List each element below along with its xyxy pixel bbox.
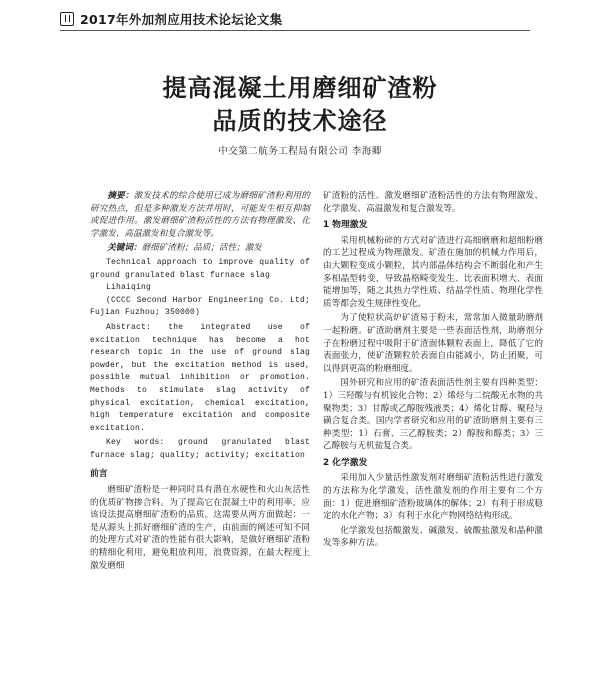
keywords-label: 关键词： — [107, 243, 142, 254]
right-column — [323, 190, 543, 550]
running-header — [60, 10, 282, 28]
article-title — [0, 72, 600, 138]
keywords-text: 磨细矿渣粉；品质；活性；激发 — [141, 243, 262, 254]
right-intro-paragraph: 矿渣粉的活性。激发磨细矿渣粉活性的方法有物理激发、化学激发、高温激发和复合激发等。 — [323, 191, 543, 214]
section-1-paragraph-2: 为了使粒状高炉矿渣易于粉末，常常加入微量助磨剂一起粉磨。矿渣助磨剂主要是一些表面活性剂，助磨剂分子在粉磨过程中吸附于矿渣面体颗粒表面上，降低了它的表面张力，使矿渣颗粒於表面自由能减小，防止团聚，可以得到更高的粉磨细度。 — [323, 313, 543, 374]
section-2-heading: 2 化学激发 — [323, 457, 368, 468]
header-rule — [60, 30, 530, 31]
preface-paragraph: 磨细矿渣粉是一种同时具有潜在水硬性和火山灰活性的优质矿物掺合料。为了提高它在混凝土中的利用率，应该设法提高磨细矿渣粉的品质。这需要从两方面做起：一是从源头上抓好磨细矿渣的生产，由前面的阐述可知不同的处理方式对矿渣的性能有很大影响，是做好磨细矿渣粉的精细化利用，避免粗放利用，浪费资源，在最大程度上激发磨细 — [90, 485, 310, 571]
english-abstract: Abstract: the integrated use of excitation technique has become a hot research topic in the use of ground slag powder, but the excitation method is used, possible mutual inhibition or promotion. Methods to stimulate slag activity of physical excitation, chemical excitation, high temperature excitation and composite excitation. — [90, 322, 310, 433]
english-title: Technical approach to improve quality of ground granulated blast furnace slag — [90, 257, 310, 280]
section-1-paragraph-1: 采用机械粉碎的方式对矿渣进行高细磨磨和超细粉磨的工艺过程成为物理激发。矿渣在施加的机械力作用后，由大颗粒变成小颗粒，其内部晶体结构会不断弱化和产生多相晶型转变，导致晶格畸变发生、比表面积增大、表面能增加等，随之其热力学性质、结晶学性质、物理化学性质等都会发生规律性变化。 — [323, 235, 543, 309]
title-line-1: 提高混凝土用磨细矿渣粉 — [162, 74, 438, 102]
english-affiliation: (CCCC Second Harbor Engineering Co. Ltd; Fujian Fuzhou; 350000) — [90, 295, 310, 318]
section-2-paragraph-2: 化学激发包括酸激发、碱激发、硫酸盐激发和晶种激发等多种方法。 — [323, 525, 543, 549]
section-1-paragraph-3: 国外研究和应用的矿渣表面活性剂主要有四种类型：1）三羟酸与有机铵化合物；2）烯烃与二烷酸无水物的共聚物类；3）甘醇或乙醇胺残液类；4）烯化甘醇、聚羟与磺合复合类。国内学者研究和应用的矿渣助磨剂主要有三种类型：1）石膏、三乙醇胺类；2）醇胺和醇类；3）三乙醇胺与无机盐复合类。 — [323, 378, 543, 452]
abstract-cn — [90, 190, 310, 240]
abstract-label: 摘要： — [107, 191, 134, 201]
abstract-text: 激发技术的综合使用已成为磨细矿渣粉利用的研究热点，但是多种激发方法并用时，可能发生相互抑制或促进作用。激发磨细矿渣粉活性的方法有物理激发、化学激发、高温激发和复合激发等。 — [90, 191, 310, 239]
title-line-2: 品质的技术途径 — [212, 107, 388, 135]
author-line: 中交第二航务工程局有限公司 李海卿 — [218, 146, 382, 157]
english-author: Lihaiqing — [106, 283, 152, 293]
section-2-paragraph-1: 采用加入少量活性激发剂对磨细矿渣粉活性进行激发的方法称为化学激发，活性激发剂的作用主要有二个方面：1）促进磨细矿渣粉玻璃体的解体；2）有利于形成稳定的水化产物；3）有利于水化产物网络结构形成。 — [323, 473, 543, 522]
publisher-logo-icon — [60, 12, 74, 26]
left-column — [90, 190, 310, 572]
english-keywords: Key words: ground granulated blast furnace slag; quality; activity; excitation — [90, 438, 310, 460]
section-1-heading: 1 物理激发 — [323, 220, 368, 231]
preface-heading: 前言 — [90, 469, 108, 480]
keywords-cn — [90, 242, 310, 255]
series-title: 2017年外加剂应用技术论坛论文集 — [80, 12, 283, 27]
